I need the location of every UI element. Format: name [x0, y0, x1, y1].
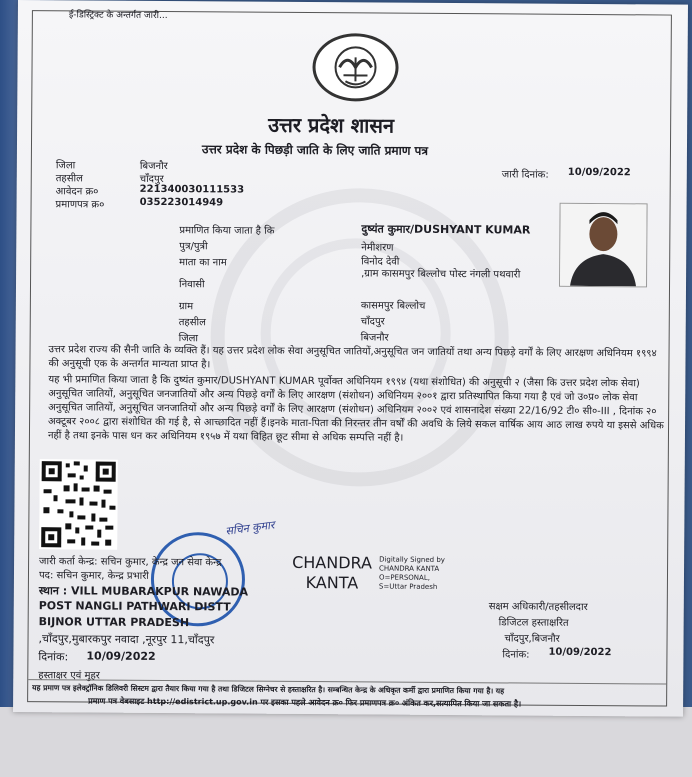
village-value: कासमपुर बिल्लोच: [360, 300, 426, 312]
person-tehsil-value: चाँदपुर: [360, 316, 385, 328]
tehsil-value: चाँदपुर: [139, 173, 164, 186]
place-line-4: ,चाँदपुर,मुबारकपुर नवादा ,नूरपुर 11,चाँदपुर: [38, 632, 215, 647]
place-line-2: POST NANGLI PATHWARI DISTT: [38, 599, 231, 614]
application-number: 221340030111533: [139, 183, 245, 196]
footer-line-2: प्रमाण पत्र वेबसाइट http://edistrict.up.gov.in पर इसका पहले आवेदन क्र० फिर प्रमाणपत्र क्र० अंकित कर,सत्यापित किया जा सकता है।: [88, 696, 522, 709]
person-tehsil-label: तहसील: [178, 317, 206, 329]
place-line-1: स्थान : VILL MUBARAKPUR NAWADA: [38, 584, 249, 599]
father-name: नेमीशरण: [361, 242, 394, 254]
certificate-number: 035223014949: [139, 196, 224, 209]
authority-date-value: 10/09/2022: [548, 646, 612, 659]
authority-title: सक्षम अधिकारी/तहसीलदार: [488, 601, 588, 613]
issuing-center: जारी कर्ता केन्द्र: सचिन कुमार, केन्द्र जन सेवा केन्द्र: [39, 556, 222, 569]
district-label: जिला: [55, 160, 76, 172]
certificate-sheet: [13, 0, 688, 717]
resident-address: ,ग्राम कासमपुर बिल्लोच पोस्ट नंगली पथवारी: [361, 268, 521, 281]
relation-label: पुत्र/पुत्री: [179, 241, 208, 253]
authority-date-label: दिनांक:: [502, 649, 530, 661]
village-label: ग्राम: [178, 301, 194, 313]
tehsil-label: तहसील: [55, 173, 83, 185]
certify-label: प्रमाणित किया जाता है कि: [179, 225, 275, 237]
certificate-label: प्रमाणपत्र क्र०: [55, 199, 105, 211]
issuer-date-label: दिनांक:: [38, 650, 69, 664]
applicant-photo: [559, 203, 648, 288]
person-name: दुष्यंत कुमार/DUSHYANT KUMAR: [361, 222, 531, 237]
issuer-date-value: 10/09/2022: [86, 649, 156, 663]
authority-digital: डिजिटल हस्ताक्षरित: [498, 617, 569, 629]
corner-note: ई-डिस्ट्रिक्ट के अन्तर्गत जारी...: [68, 10, 168, 22]
caste-statement: उत्तर प्रदेश राज्य की सैनी जाति के व्यक्ति हैं। यह उत्तर प्रदेश लोक सेवा अनुसूचित जातियों,अनुसूचित जन जातियों तथा अन्य पिछड़े वर्गों के लिए आरक्षण अधिनियम १९९४ की अनुसूची एक के अन्तर्गत मान्यता प्राप्त है।: [48, 344, 657, 371]
mother-name: विनोद देवी: [361, 256, 400, 268]
issue-date-label: जारी दिनांक:: [501, 169, 549, 181]
district-value: बिजनौर: [139, 160, 168, 173]
page-subtitle: उत्तर प्रदेश के पिछड़ी जाति के लिए जाति प्रमाण पत्र: [201, 142, 429, 158]
handwritten-signature: सचिन कुमार: [224, 518, 276, 538]
issuer-post: पद: सचिन कुमार, केन्द्र प्रभारी: [38, 570, 149, 582]
authority-location: चाँदपुर,बिजनौर: [504, 633, 560, 645]
place-line-3: BIJNOR UTTAR PRADESH: [38, 615, 190, 630]
mother-label: माता का नाम: [179, 257, 227, 269]
creamy-layer-statement: यह भी प्रमाणित किया जाता है कि दुष्यंत कुमार/DUSHYANT KUMAR पूर्वोक्त अधिनियम १९९४ (यथा संशोधित) की अनुसूची २ (जैसा कि उत्तर प्रदेश लोक सेवा) अनुसूचित जातियों, अनुसूचित जनजातियों और अन्य पिछड़े वर्गों के लिए आरक्षण (संशोधन) अधिनियम २००१ द्वारा प्रतिस्थापित किया गया है एवं जो उ०प्र० लोक सेवा अनुसूचित जातियों, अनुसूचित जनजातियों और अन्य पिछड़े वर्गों के लिए आरक्षण (संशोधन) अधिनियम २००२ एवं शासनादेश संख्या 22/16/92 टी० सी०-III , दिनांक २० अक्टूबर २००८ द्वारा संशोधित की गई है, से आच्छादित नहीं हैं।इनके माता-पिता की निरन्तर तीन वर्षों की अवधि के लिये सकल वार्षिक आय आठ लाख रुपये या इससे अधिक नहीं है तथा इनके पास धन कर अधिनियम १९५७ में यथा विहित छूट सीमा से अधिक सम्पत्ति नहीं है।: [47, 374, 664, 444]
certificate-frame: [27, 10, 672, 709]
application-label: आवेदन क्र०: [55, 186, 99, 198]
person-district-label: जिला: [178, 333, 199, 345]
digital-signer-name: CHANDRA KANTA: [292, 552, 373, 593]
page-title: उत्तर प्रदेश शासन: [268, 112, 395, 138]
qr-code: [39, 459, 118, 550]
background-surface: [0, 707, 692, 777]
issue-date-value: 10/09/2022: [567, 166, 631, 179]
digital-signature-note: Digitally Signed by CHANDRA KANTA O=PERSONAL, S=Uttar Pradesh: [378, 555, 445, 591]
footer-line-1: यह प्रमाण पत्र इलेक्ट्रॉनिक डिलिवरी सिस्टम द्वारा तैयार किया गया है तथा डिजिटल सिग्नेचर से हस्ताक्षरित है। सम्बन्धित केन्द्र के अधिकृत कर्मी द्वारा प्रमाणित किया गया है। यह: [32, 683, 505, 696]
person-district-value: बिजनौर: [360, 332, 389, 344]
signature-seal-label: हस्ताक्षर एवं मुहर: [38, 670, 100, 682]
up-government-emblem: [312, 33, 398, 102]
resident-label: निवासी: [178, 279, 205, 291]
